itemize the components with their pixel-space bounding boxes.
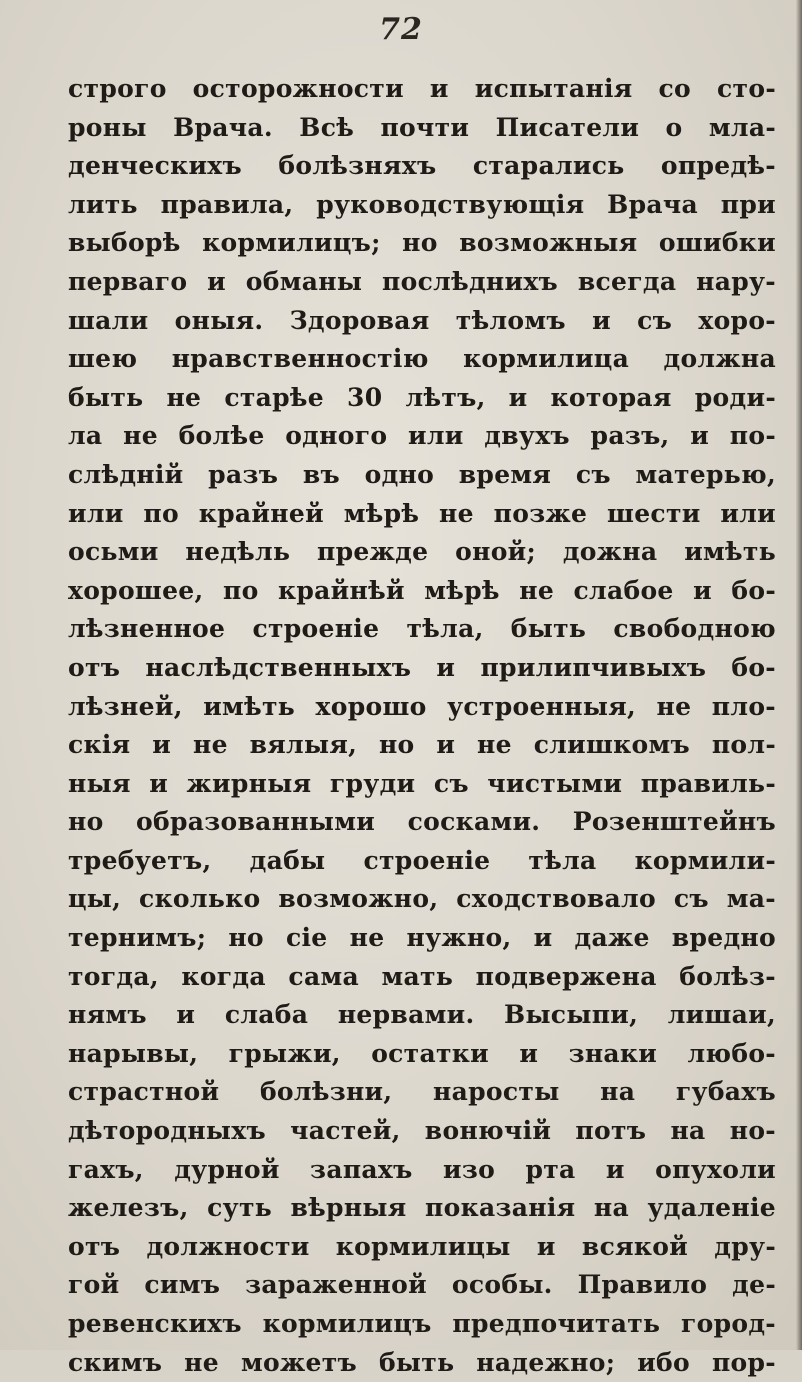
text-line: гой симъ зараженной особы. Правило де- — [68, 1270, 776, 1300]
text-line: ревенскихъ кормилицъ предпочитать город- — [68, 1309, 776, 1338]
text-line: лѣзней, имѣть хорошо устроенныя, не пло- — [68, 691, 776, 721]
text-line: но образованными сосками. Розенштейнъ — [68, 807, 776, 837]
page-edge-shadow — [796, 0, 802, 1350]
text-line: строго осторожности и испытанія со сто- — [68, 74, 776, 103]
text-line: гахъ, дурной запахъ изо рта и опухоли — [68, 1154, 776, 1184]
text-line: тернимъ; но сіе не нужно, и даже вредно — [68, 923, 776, 953]
page-number: 72 — [379, 12, 423, 47]
text-line: лить правила, руководствующія Врача при — [68, 189, 776, 219]
text-line: денческихъ болѣзняхъ старались опредѣ- — [68, 151, 776, 181]
text-line: шею нравственностію кормилица должна — [68, 344, 776, 374]
text-line: отъ наслѣдственныхъ и прилипчивыхъ бо- — [68, 652, 776, 682]
text-line: шали оныя. Здоровая тѣломъ и съ хоро- — [68, 305, 776, 335]
text-line: лѣзненное строеніе тѣла, быть свободною — [68, 614, 776, 644]
text-line: быть не старѣе 30 лѣтъ, и которая роди- — [68, 382, 776, 412]
text-line: нямъ и слаба нервами. Высыпи, лишаи, — [68, 1000, 776, 1030]
text-line: цы, сколько возможно, сходствовало съ ма- — [68, 884, 776, 914]
body-text — [68, 70, 776, 1382]
text-line: скія и не вялыя, но и не слишкомъ пол- — [68, 730, 776, 760]
text-line: осьми недѣль прежде оной; дожна имѣть — [68, 537, 776, 567]
text-line: нарывы, грыжи, остатки и знаки любо- — [68, 1038, 776, 1068]
text-line: перваго и обманы послѣднихъ всегда нару- — [68, 266, 776, 296]
text-line: хорошее, по крайнѣй мѣрѣ не слабое и бо- — [68, 575, 776, 605]
text-line: железъ, суть вѣрныя показанія на удаленіе — [68, 1193, 776, 1223]
text-line: роны Врача. Всѣ почти Писатели о мла- — [68, 112, 776, 142]
text-line: выборѣ кормилицъ; но возможныя ошибки — [68, 228, 776, 258]
text-line: дѣтородныхъ частей, вонючій потъ на но- — [68, 1116, 776, 1146]
text-line: отъ должности кормилицы и всякой дру- — [68, 1231, 776, 1261]
text-line: требуетъ, дабы строеніе тѣла кормили- — [68, 845, 776, 875]
text-line: тогда, когда сама мать подвержена болѣз- — [68, 961, 776, 991]
text-line: скимъ не можетъ быть надежно; ибо пор- — [68, 1347, 776, 1377]
text-line: страстной болѣзни, наросты на губахъ — [68, 1077, 776, 1107]
text-line: ла не болѣе одного или двухъ разъ, и по- — [68, 421, 776, 451]
text-line: ныя и жирныя груди съ чистыми правиль- — [68, 768, 776, 798]
text-line: или по крайней мѣрѣ не позже шести или — [68, 498, 776, 528]
text-line: слѣдній разъ въ одно время съ матерью, — [68, 459, 776, 489]
